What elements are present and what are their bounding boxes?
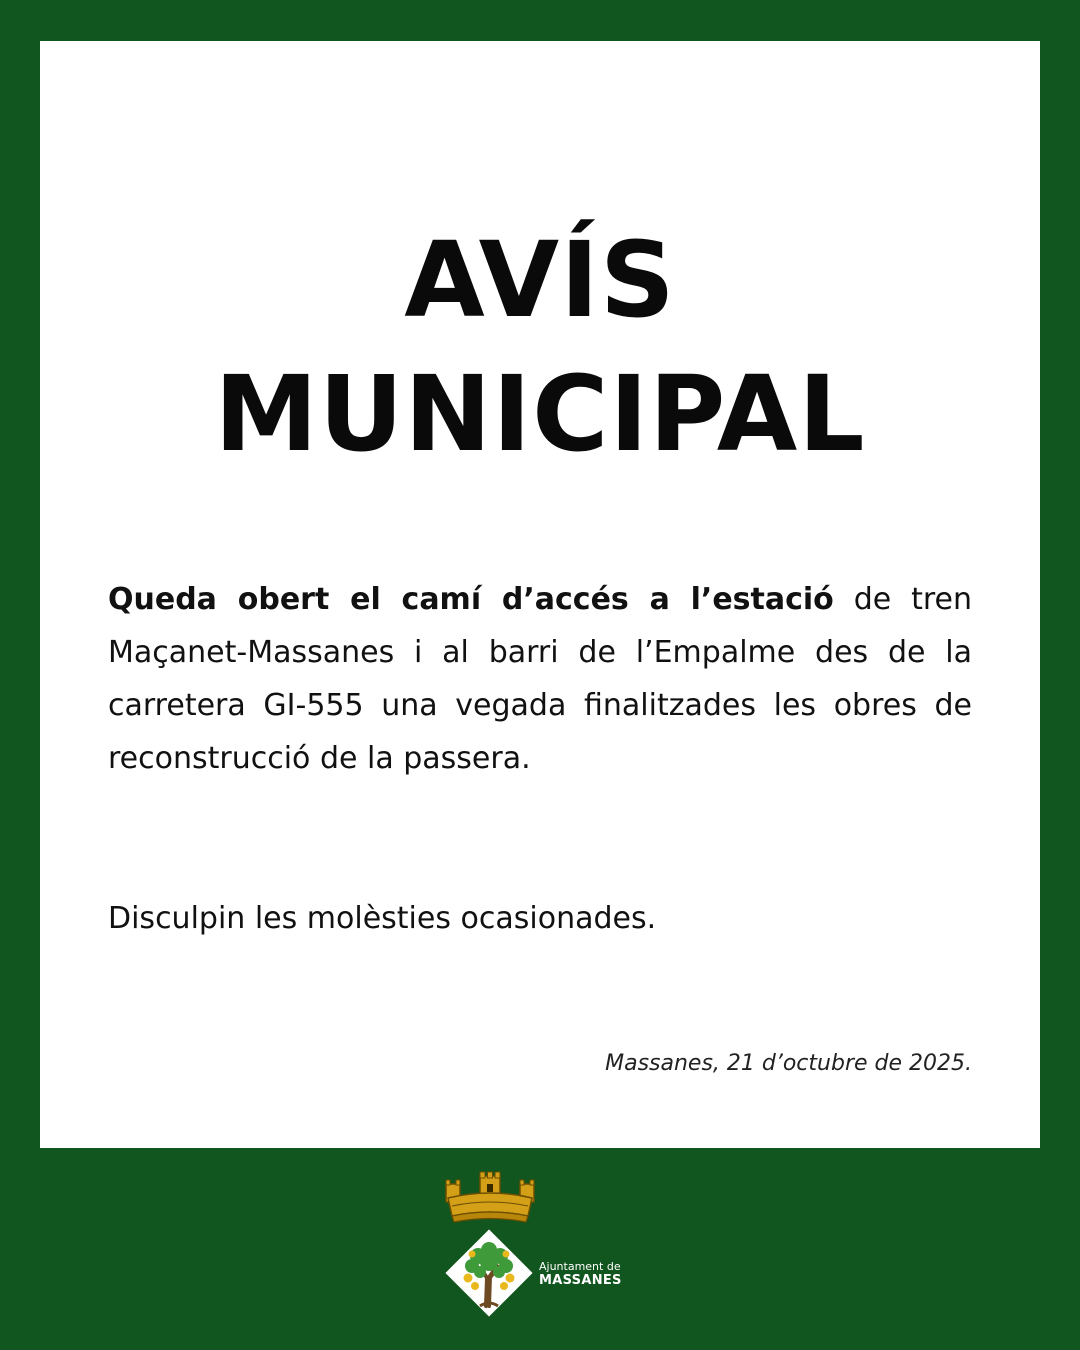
title-line-1: AVÍS <box>404 219 676 341</box>
notice-apology: Disculpin les molèsties ocasionades. <box>108 901 657 936</box>
title-line-2: MUNICIPAL <box>214 353 866 475</box>
logo-org-name: MASSANES <box>539 1273 622 1288</box>
municipal-logo <box>442 1226 642 1322</box>
notice-signature: Massanes, 21 d’octubre de 2025. <box>605 1051 972 1076</box>
notice-lead: Queda obert el camí d’accés a l’estació <box>108 582 834 617</box>
logo-org-small: Ajuntament de <box>539 1260 621 1273</box>
notice-body-rest: de tren Maçanet-Massanes i al barri de l’Empalme des de la carretera GI-555 una vegada finalitzades les obres de reconstrucció de la passera. <box>108 582 972 776</box>
crown-icon <box>442 1170 538 1226</box>
tree-emblem-icon <box>442 1226 536 1320</box>
notice-body <box>108 573 972 785</box>
notice-panel <box>40 41 1040 1148</box>
notice-title <box>40 213 1040 481</box>
